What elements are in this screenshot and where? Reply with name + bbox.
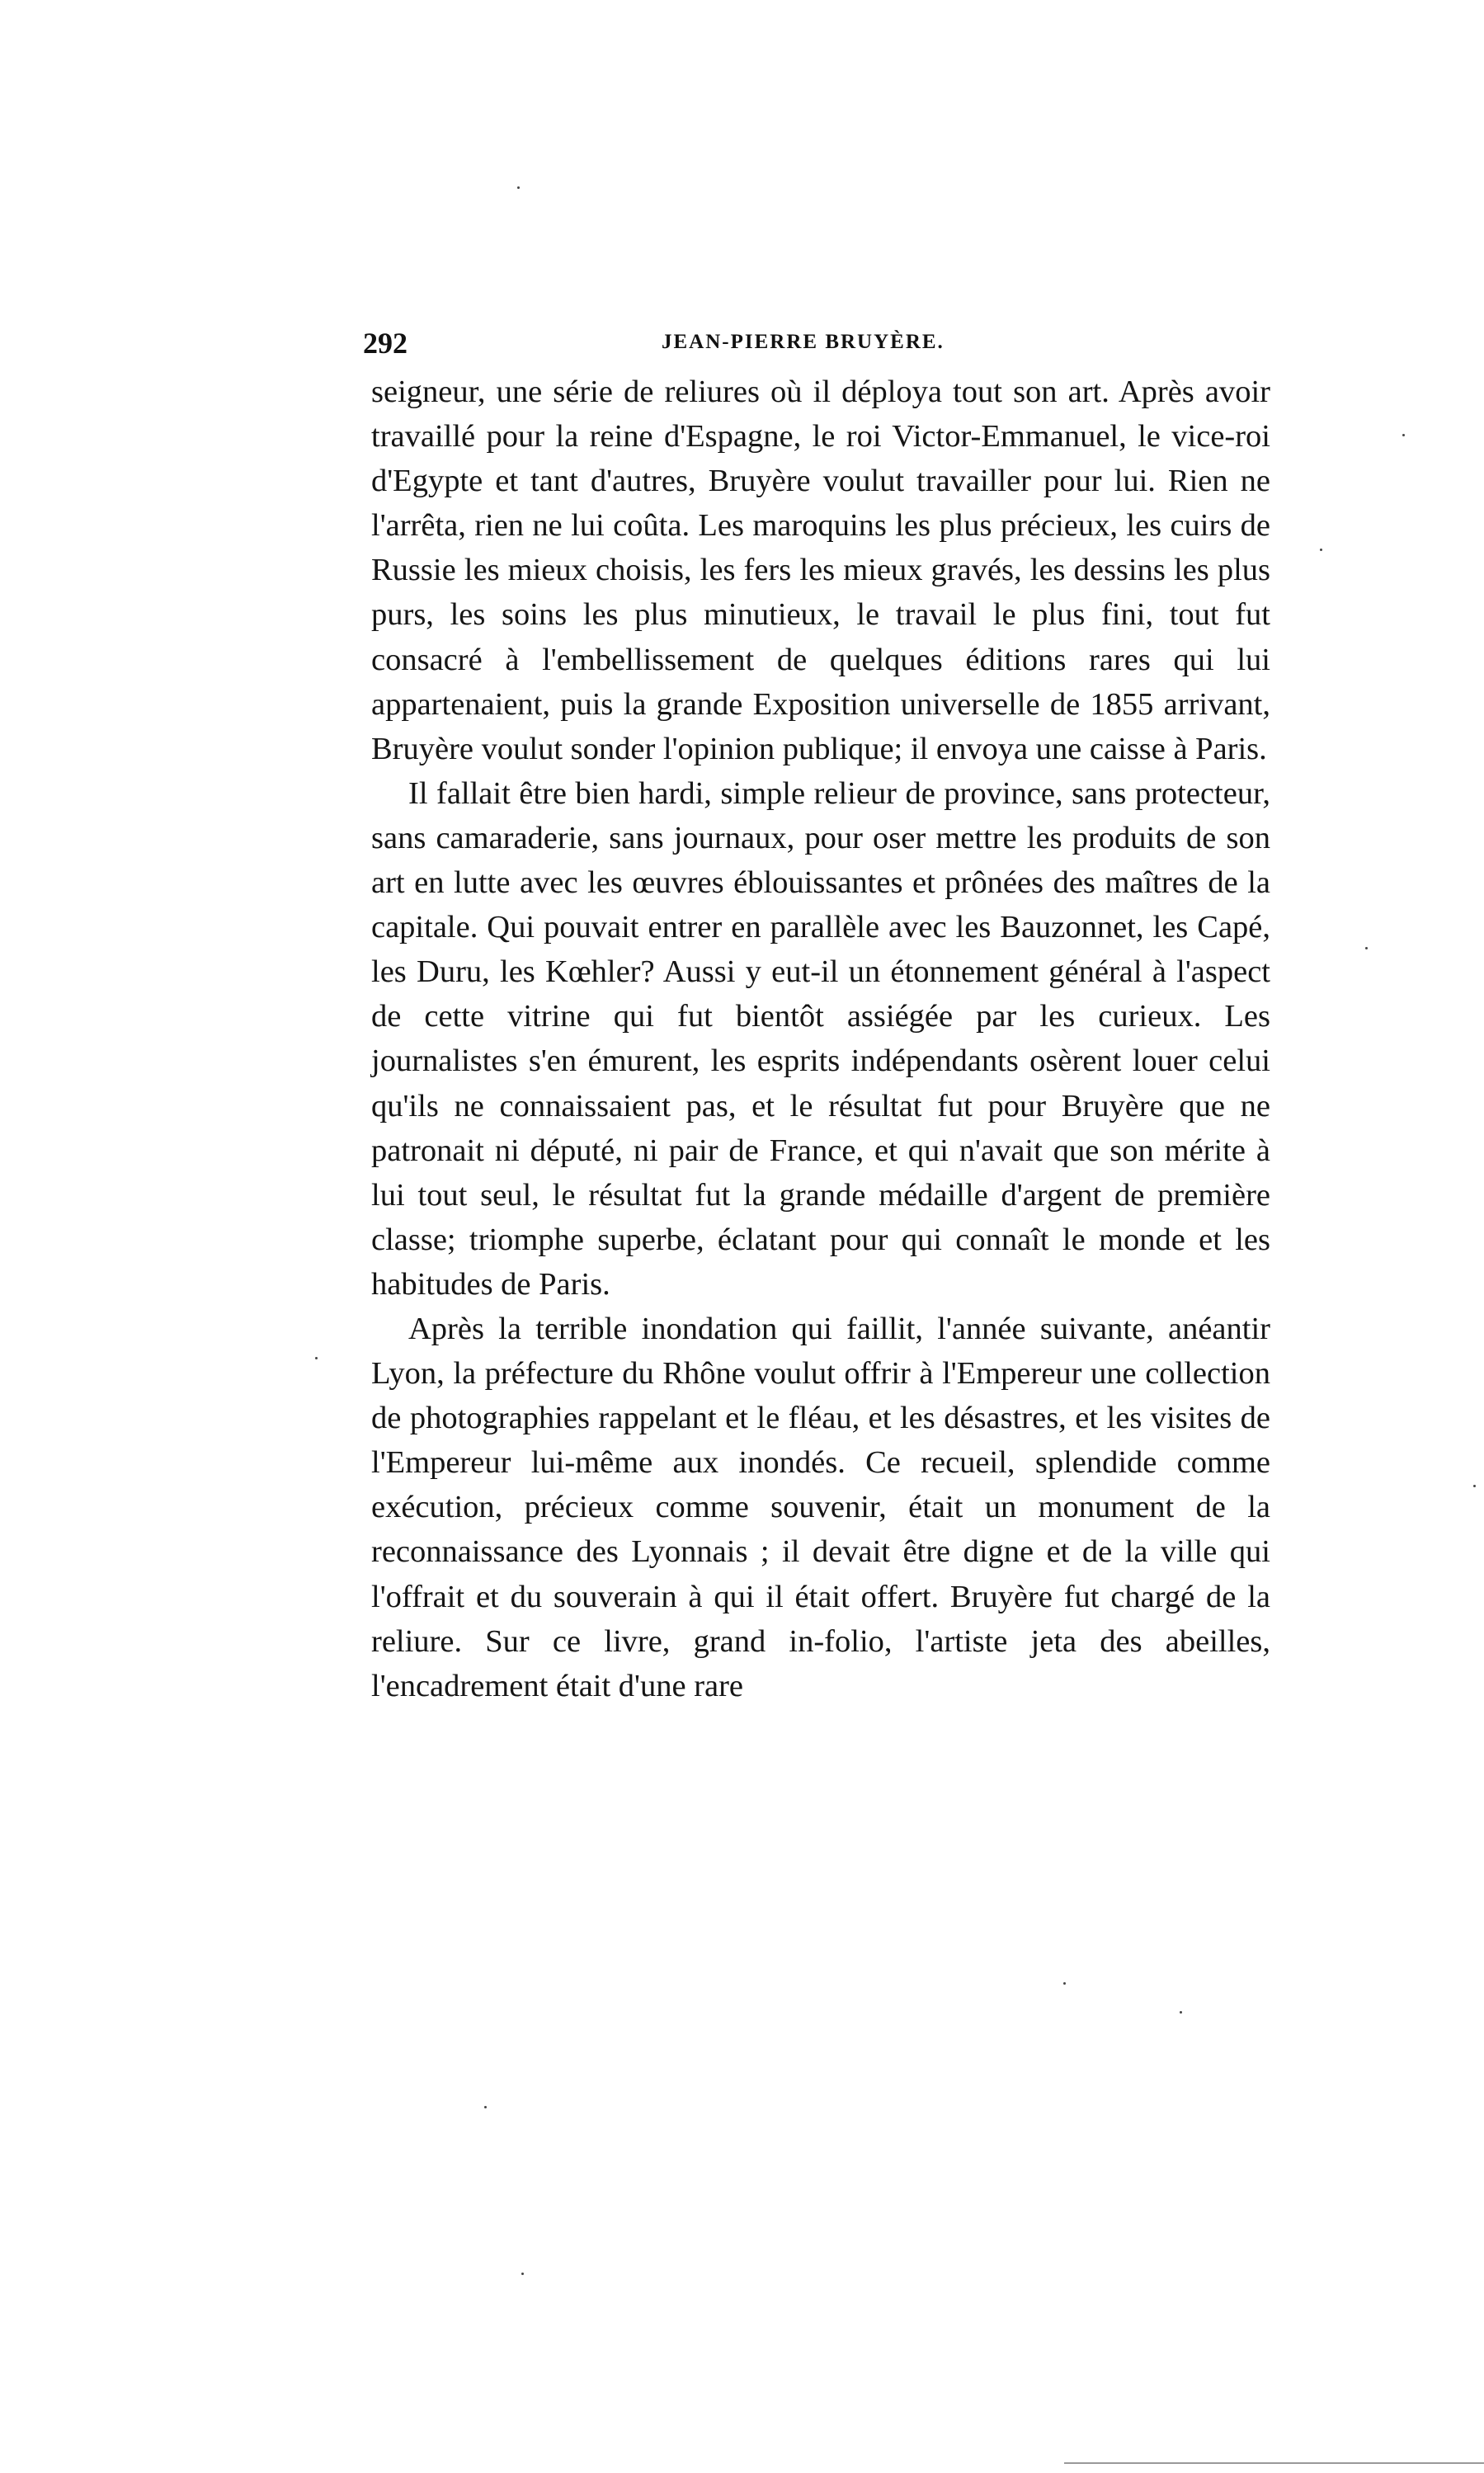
scan-speck: [521, 2273, 524, 2275]
scan-speck: [484, 2106, 487, 2108]
scan-speck: [1365, 947, 1368, 949]
running-title: JEAN-PIERRE BRUYÈRE.: [662, 331, 945, 353]
scan-speck: [517, 186, 520, 189]
page-header: [363, 326, 1270, 367]
scan-speck: [1402, 434, 1405, 436]
scan-speck: [1063, 1982, 1066, 1985]
paragraph-3: Après la terrible inondation qui faillit, l'année suivante, anéantir Lyon, la préfecture du Rhône voulut offrir à l'Empereur une collection de photographies rappelant et le fléau, et les désastres, et les visites de l'Empereur lui-même aux inondés. Ce recueil, splendide comme exécution, précieux comme souvenir, était un monument de la reconnaissance des Lyonnais ; il devait être digne et de la ville qui l'offrait et du souverain à qui il était offert. Bruyère fut chargé de la reliure. Sur ce livre, grand in-folio, l'artiste jeta des abeilles, l'encadrement était d'une rare: [371, 1311, 1270, 1703]
body-text: [371, 370, 1270, 1708]
scan-speck: [1180, 2011, 1182, 2014]
scan-speck: [1473, 1485, 1476, 1487]
scan-edge-line: [1064, 2462, 1484, 2464]
scan-speck: [1320, 549, 1322, 551]
paragraph-2: Il fallait être bien hardi, simple relieur de province, sans protecteur, sans camaraderie, sans journaux, pour oser mettre les produits de son art en lutte avec les œuvres éblouissantes et prônées des maîtres de la capitale. Qui pouvait entrer en parallèle avec les Bauzonnet, les Capé, les Duru, les Kœhler? Aussi y eut-il un étonnement général à l'aspect de cette vitrine qui fut bientôt assiégée par les curieux. Les journalistes s'en émurent, les esprits indépendants osèrent louer celui qu'ils ne connaissaient pas, et le résultat fut pour Bruyère que ne patronait ni député, ni pair de France, et qui n'avait que son mérite à lui tout seul, le résultat fut la grande médaille d'argent de première classe; triomphe superbe, éclatant pour qui connaît le monde et les habitudes de Paris.: [371, 775, 1270, 1302]
paragraph-1: seigneur, une série de reliures où il déploya tout son art. Après avoir travaillé pour la reine d'Espagne, le roi Victor-Emmanuel, le vice-roi d'Egypte et tant d'autres, Bruyère voulut travailler pour lui. Rien ne l'arrêta, rien ne lui coûta. Les maroquins les plus précieux, les cuirs de Russie les mieux choisis, les fers les mieux gravés, les dessins les plus purs, les soins les plus minutieux, le travail le plus fini, tout fut consacré à l'embellissement de quelques éditions rares qui lui appartenaient, puis la grande Exposition universelle de 1855 arrivant, Bruyère voulut sonder l'opinion publique; il envoya une caisse à Paris.: [371, 374, 1270, 766]
scan-speck: [315, 1357, 318, 1359]
page-number: 292: [363, 327, 408, 360]
